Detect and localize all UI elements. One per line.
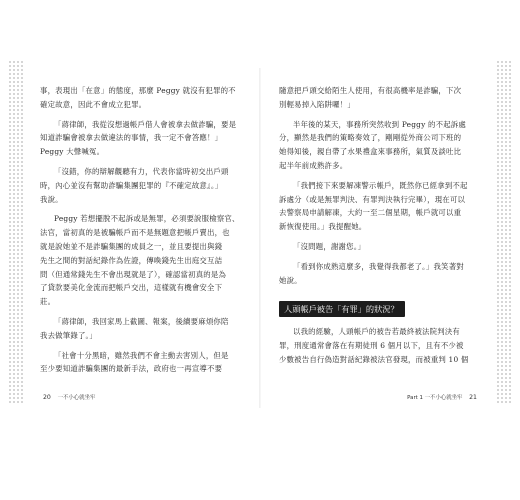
right-paragraph-2: 半年後的某天，事務所突然收到 Peggy 的不起訴處 分，顯然是我們的策略奏效了，剛剛從外商公司下班的 她得知後，親自帶了水果禮盒來事務所，氣質及談吐比 起半年前成熟許多。 [279, 119, 466, 170]
left-page-footer [38, 393, 95, 401]
right-running-title: 一不小心就坐牢 [424, 395, 463, 401]
left-paragraph-6: 「社會十分黑暗，雖然我們不會主動去害別人，但是 至少要知道詐騙集團的最新手法，政府也一再宣導不要 [40, 350, 229, 374]
right-page-footer [407, 393, 482, 401]
decorative-dot-pattern-left [8, 60, 24, 405]
left-running-title: 一不小心就坐牢 [57, 395, 96, 401]
right-paragraph-4: 「沒問題，謝謝您。」 [293, 241, 366, 251]
section-heading-wrap [279, 297, 487, 317]
left-page [40, 84, 248, 382]
book-gutter [259, 68, 261, 408]
right-page [279, 84, 487, 373]
right-paragraph-5: 「看到你成熟這麼多，我覺得我都老了。」我笑著對 她說。 [279, 261, 464, 285]
left-page-number: 20 [43, 394, 51, 401]
section-heading: 人頭帳戶被告「有罪」的狀況？ [279, 301, 405, 317]
right-part-label: Part 1 [407, 395, 423, 401]
right-paragraph-6: 以我的經驗，人頭帳戶的被告若最終被法院判決有 罪，刑度通常會落在有期徒刑 6 個月以下，且有不少被 少數被告自行偽造對話紀錄被法官發現，而被重判 10 個 [279, 327, 469, 364]
left-paragraph-2: 「蔣律師，我從沒想過帳戶借人會被拿去做詐騙，要是 知道詐騙會被拿去做違法的事情，我一定不會答應！」 Peggy 大聲喊冤。 [40, 119, 237, 157]
right-paragraph-1: 隨意把戶頭交給陌生人使用，有很高機率是詐騙，下次 別輕易掉入陷阱囉！」 [279, 86, 462, 109]
left-paragraph-1: 事，表現出「在意」的態度，那麼 Peggy 就沒有犯罪的不 確定故意，因此不會成立犯罪。 [40, 86, 236, 109]
left-paragraph-4: Peggy 若想擺脫不起訴或是無罪，必須要說服檢察官、 法官，當初真的是被騙帳戶而不是無題意把帳戶賣出，也 就是說她並不是詐騙集團的成員之一，並且要提出與錢 先生之間的對話紀錄作為佐證，傳喚錢先生出庭交互詰 問（但通常錢先生不會出現就是了），確認當初真的是為 了貸款要美化金流而把帳戶交出，這樣就有機會安全下 莊。 [40, 214, 240, 307]
decorative-dot-pattern-right [496, 60, 512, 405]
left-paragraph-5: 「蔣律師，我回家馬上截圖、報案，後續要麻煩你陪 我去做筆錄了。」 [40, 316, 229, 340]
right-page-number: 21 [469, 394, 477, 401]
right-paragraph-3: 「我們接下來要解凍警示帳戶，既然你已經拿到不起 訴處分（或是無罪判決、有罪判決執行完畢），現在可以 去警察局申請解凍，大約一至二個星期，帳戶就可以重 新恢復使用。」我提醒她。 [279, 180, 468, 232]
left-paragraph-3: 「沒錯，你的辯解觀聽有力，代表你當時初交出戶頭 時，內心並沒有幫助詐騙集團犯罪的『不確定故意』。」 我說。 [40, 166, 229, 204]
